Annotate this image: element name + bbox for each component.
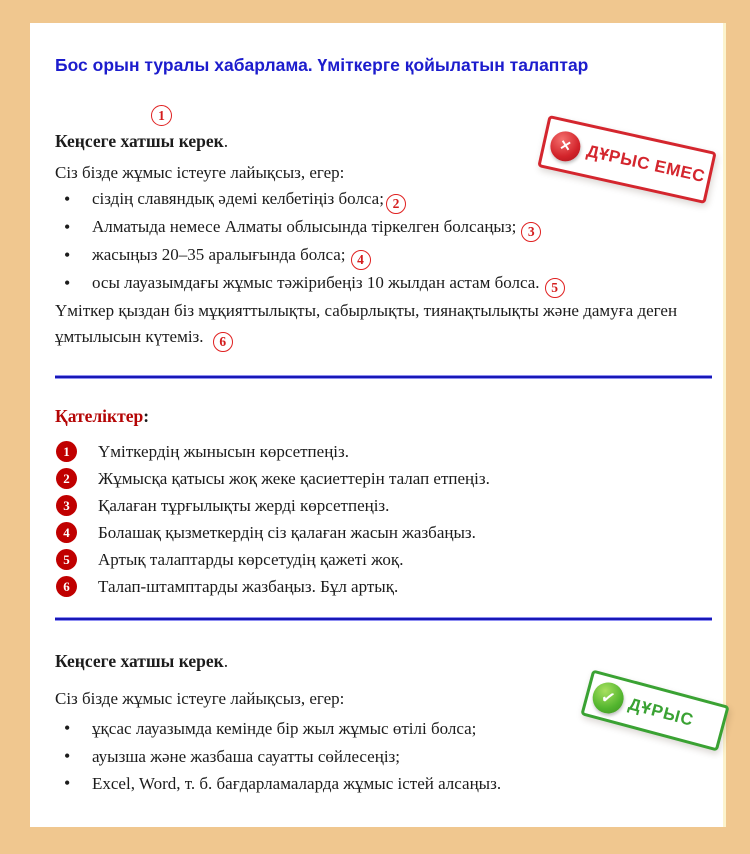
wrong-bullet-list bbox=[55, 186, 709, 298]
mistake-text: Қалаған тұрғылықты жерді көрсетпеңіз. bbox=[98, 495, 390, 515]
list-item-text: Алматыда немесе Алматы облысында тіркелген болсаңыз; bbox=[92, 217, 517, 236]
vacancy-heading-correct-text: Кеңсеге хатшы керек bbox=[55, 651, 224, 671]
mistake-number-badge: 6 bbox=[56, 576, 77, 597]
mistake-number-badge: 1 bbox=[56, 441, 77, 462]
mistake-number-badge: 5 bbox=[56, 549, 77, 570]
mistake-text: Талап-штамптарды жазбаңыз. Бұл артық. bbox=[98, 576, 399, 596]
annotation-circle-3: 3 bbox=[521, 222, 541, 242]
mistake-item bbox=[56, 438, 709, 465]
mistake-item bbox=[56, 546, 709, 573]
mistakes-heading-colon: : bbox=[143, 406, 150, 426]
document-page bbox=[30, 23, 726, 827]
mistake-item bbox=[56, 465, 709, 492]
mistake-text: Артық талаптарды көрсетудің қажеті жоқ. bbox=[98, 549, 404, 569]
section-divider bbox=[55, 617, 712, 621]
vacancy-heading-wrong-text: Кеңсеге хатшы керек bbox=[55, 131, 224, 151]
x-icon bbox=[548, 128, 584, 164]
check-glyph: ✓ bbox=[598, 686, 618, 709]
mistake-item bbox=[56, 573, 709, 600]
check-icon bbox=[589, 679, 627, 717]
list-item bbox=[55, 743, 709, 771]
list-item bbox=[55, 186, 709, 214]
mistake-text: Болашақ қызметкердің сіз қалаған жасын жазбаңыз. bbox=[98, 522, 476, 542]
list-item-text: ұқсас лауазымда кемінде бір жыл жұмыс өтілі болса; bbox=[92, 719, 477, 738]
vacancy-heading-wrong-period: . bbox=[223, 131, 229, 151]
wrong-outro-text: Үміткер қыздан біз мұқияттылықты, сабырлықты, тиянақтылықты және дамуға деген ұмтылысын күтеміз. bbox=[55, 301, 678, 346]
page-title: Бос орын туралы хабарлама. Үміткерге қойылатын талаптар bbox=[55, 55, 589, 75]
mistake-item bbox=[56, 492, 709, 519]
mistake-text: Үміткердің жынысын көрсетпеңіз. bbox=[98, 441, 349, 461]
correct-stamp-label: ДҰРЫС bbox=[626, 693, 697, 730]
annotation-circle-2: 2 bbox=[386, 194, 406, 214]
mistake-number-badge: 3 bbox=[56, 495, 77, 516]
wrong-stamp-label: ДҰРЫС ЕМЕС bbox=[585, 140, 707, 186]
annotation-circle-6: 6 bbox=[213, 332, 233, 352]
correct-intro: Сіз бізде жұмыс істеуге лайықсыз, егер: bbox=[55, 689, 345, 708]
list-item-text: жасыңыз 20–35 аралығында болса; bbox=[92, 245, 346, 264]
mistakes-heading bbox=[55, 405, 709, 427]
annotation-circle-1: 1 bbox=[151, 105, 172, 126]
mistakes-heading-text: Қателіктер bbox=[55, 406, 144, 426]
x-glyph: ✕ bbox=[558, 136, 574, 155]
list-item-text: осы лауазымдағы жұмыс тәжірибеңіз 10 жылдан астам болса. bbox=[92, 273, 540, 292]
mistake-text: Жұмысқа қатысы жоқ жеке қасиеттерін талап етпеңіз. bbox=[98, 468, 490, 488]
wrong-intro: Сіз бізде жұмыс істеуге лайықсыз, егер: bbox=[55, 163, 345, 182]
list-item bbox=[55, 770, 709, 798]
annotation-circle-4: 4 bbox=[351, 250, 371, 270]
vacancy-heading-correct bbox=[55, 650, 709, 672]
list-item bbox=[55, 242, 709, 270]
section-divider bbox=[55, 375, 712, 379]
list-item bbox=[55, 270, 709, 298]
correct-bullet-list bbox=[55, 715, 709, 798]
list-item bbox=[55, 214, 709, 242]
mistakes-list bbox=[56, 438, 709, 600]
wrong-outro bbox=[55, 298, 703, 352]
mistake-item bbox=[56, 519, 709, 546]
annotation-circle-5: 5 bbox=[545, 278, 565, 298]
list-item-text: сіздің славяндық әдемі келбетіңіз болса; bbox=[92, 189, 384, 208]
mistake-number-badge: 2 bbox=[56, 468, 77, 489]
list-item-text: ауызша және жазбаша сауатты сөйлесеңіз; bbox=[92, 746, 400, 766]
vacancy-heading-correct-period: . bbox=[223, 651, 229, 671]
list-item-text: Excel, Word, т. б. бағдарламаларда жұмыс істей алсаңыз. bbox=[92, 774, 502, 793]
mistake-number-badge: 4 bbox=[56, 522, 77, 543]
